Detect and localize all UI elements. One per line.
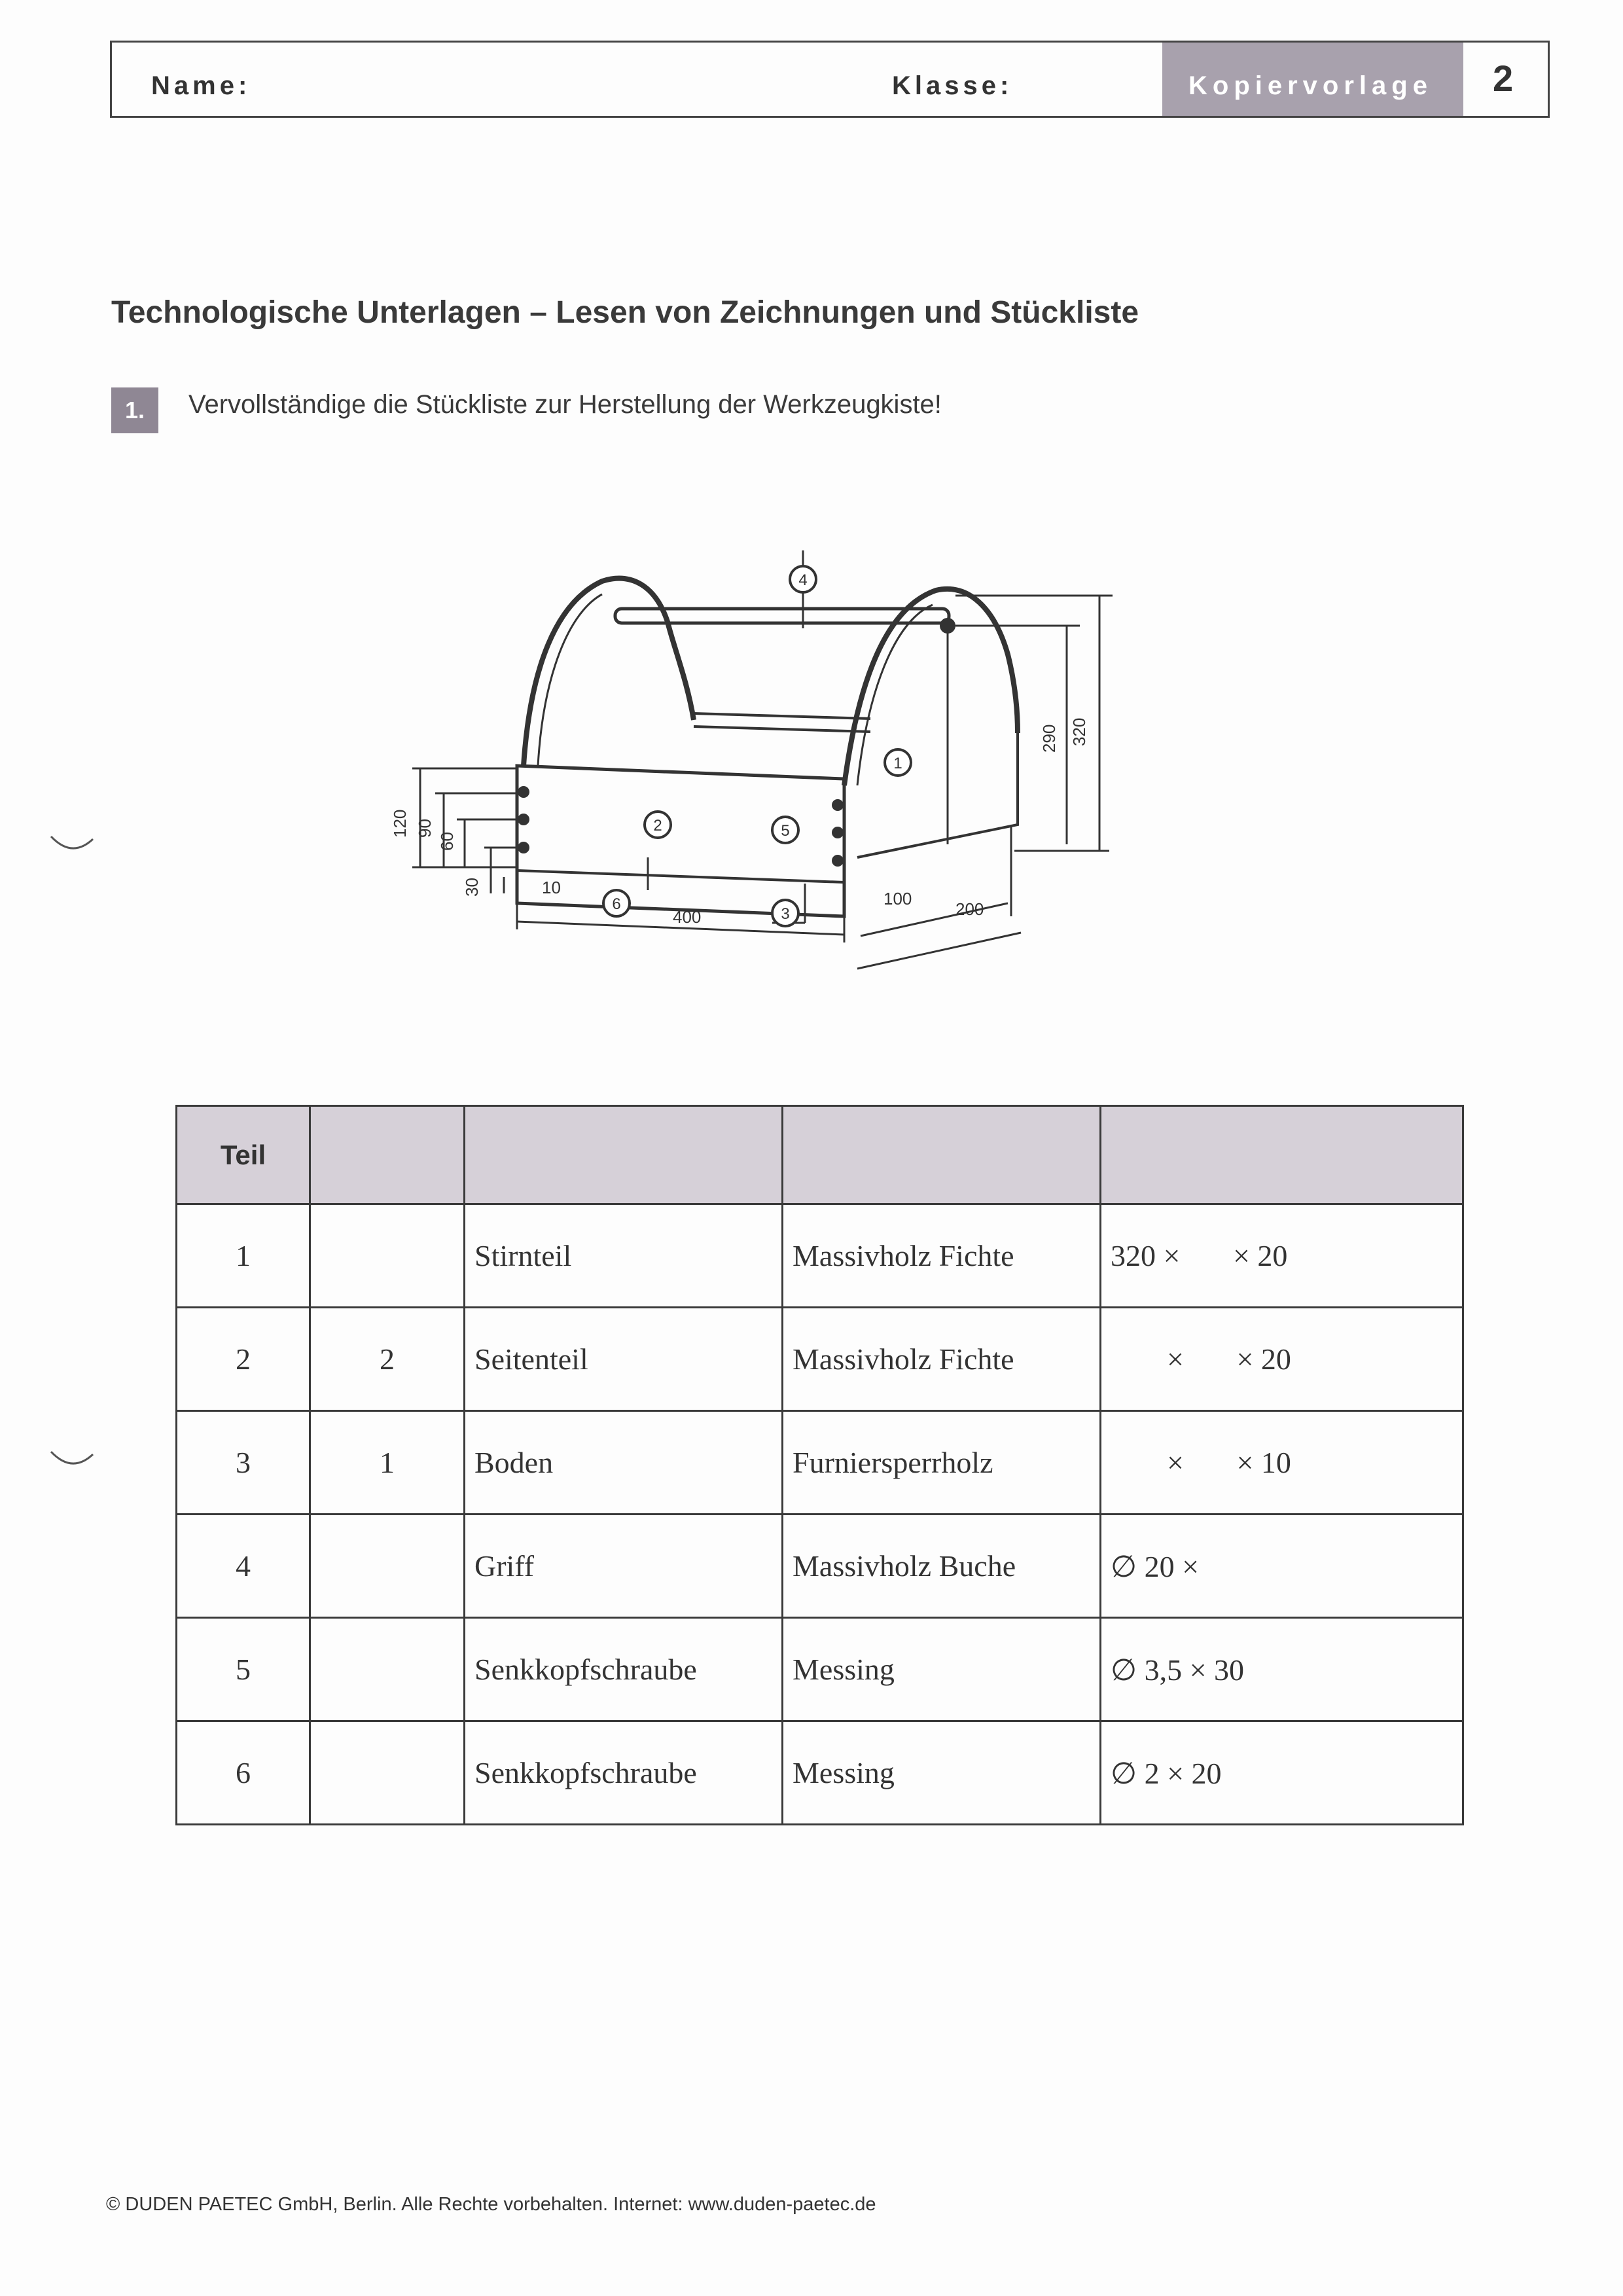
part-marker-4 [790,566,816,592]
part-number: 1 [177,1204,310,1308]
part-marker-5 [772,817,798,843]
task-instruction: Vervollständige die Stückliste zur Herstellung der Werkzeugkiste! [188,390,942,419]
material-cell: Messing [783,1721,1101,1825]
dim-90: 90 [415,819,435,838]
part-number: 5 [177,1618,310,1721]
quantity-cell[interactable] [310,1515,465,1618]
quantity-cell[interactable] [310,1721,465,1825]
dimensions-cell: ∅ 3,5 × 30 [1101,1618,1463,1721]
side-panel [517,766,844,916]
dim-400: 400 [673,907,702,927]
table-row [177,1411,1463,1515]
punch-hole-mark [46,831,98,857]
part-markers [603,566,911,926]
dim-120: 120 [390,809,410,838]
material-cell: Furniersperrholz [783,1411,1101,1515]
dimensions-cell[interactable]: × × 10 [1101,1411,1463,1515]
right-end-panel [844,589,1018,785]
header-material-empty[interactable] [783,1106,1101,1204]
dim-320: 320 [1069,717,1089,746]
table-header-row [177,1106,1463,1204]
header-quantity-empty[interactable] [310,1106,465,1204]
dim-60: 60 [437,832,457,851]
table-row [177,1308,1463,1411]
dimensions-cell[interactable]: 320 × × 20 [1101,1204,1463,1308]
quantity-cell[interactable] [310,1618,465,1721]
material-cell: Massivholz Fichte [783,1204,1101,1308]
name-label: Name: [151,71,251,100]
part-number: 6 [177,1721,310,1825]
part-marker-3 [772,900,798,926]
part-number: 4 [177,1515,310,1618]
svg-text:4: 4 [798,571,808,589]
dim-200: 200 [955,899,984,919]
part-name: Boden [465,1411,783,1515]
dimensions-cell: ∅ 2 × 20 [1101,1721,1463,1825]
svg-text:2: 2 [653,817,662,834]
material-cell: Massivholz Fichte [783,1308,1101,1411]
quantity-cell[interactable] [310,1204,465,1308]
dim-100: 100 [883,889,912,908]
page-number: 2 [1493,58,1514,99]
dimensions-cell[interactable]: ∅ 20 × [1101,1515,1463,1618]
dim-30: 30 [462,878,482,897]
svg-text:3: 3 [781,905,790,923]
header-teil: Teil [177,1106,310,1204]
punch-hole-mark [46,1446,98,1473]
table-row [177,1515,1463,1618]
part-marker-1 [885,749,911,776]
material-cell: Massivholz Buche [783,1515,1101,1618]
part-name: Seitenteil [465,1308,783,1411]
parts-list-table [175,1105,1464,1825]
page-title: Technologische Unterlagen – Lesen von Zeichnungen und Stückliste [111,295,1139,330]
quantity-cell[interactable]: 2 [310,1308,465,1411]
task-number: 1. [111,387,158,433]
part-number: 3 [177,1411,310,1515]
dim-290: 290 [1039,724,1059,753]
part-name: Griff [465,1515,783,1618]
template-badge [1162,43,1463,116]
svg-text:5: 5 [781,822,790,840]
dim-10: 10 [542,878,561,897]
worksheet-header [110,41,1550,118]
part-name: Stirnteil [465,1204,783,1308]
svg-text:6: 6 [612,895,621,913]
table-row [177,1204,1463,1308]
toolbox-drawing [386,550,1158,982]
dimensions-cell[interactable]: × × 20 [1101,1308,1463,1411]
svg-text:1: 1 [893,755,902,772]
part-number: 2 [177,1308,310,1411]
table-row [177,1618,1463,1721]
part-name: Senkkopfschraube [465,1618,783,1721]
table-row [177,1721,1463,1825]
part-marker-2 [645,812,671,838]
copyright-footer: © DUDEN PAETEC GmbH, Berlin. Alle Rechte vorbehalten. Internet: www.duden-paetec.de [106,2194,876,2215]
class-label: Klasse: [892,71,1013,100]
left-end-panel [524,579,694,766]
header-dimensions-empty[interactable] [1101,1106,1463,1204]
quantity-cell[interactable]: 1 [310,1411,465,1515]
template-label: Kopiervorlage [1188,71,1433,100]
material-cell: Messing [783,1618,1101,1721]
part-marker-6 [603,890,630,916]
part-name: Senkkopfschraube [465,1721,783,1825]
header-name-empty[interactable] [465,1106,783,1204]
